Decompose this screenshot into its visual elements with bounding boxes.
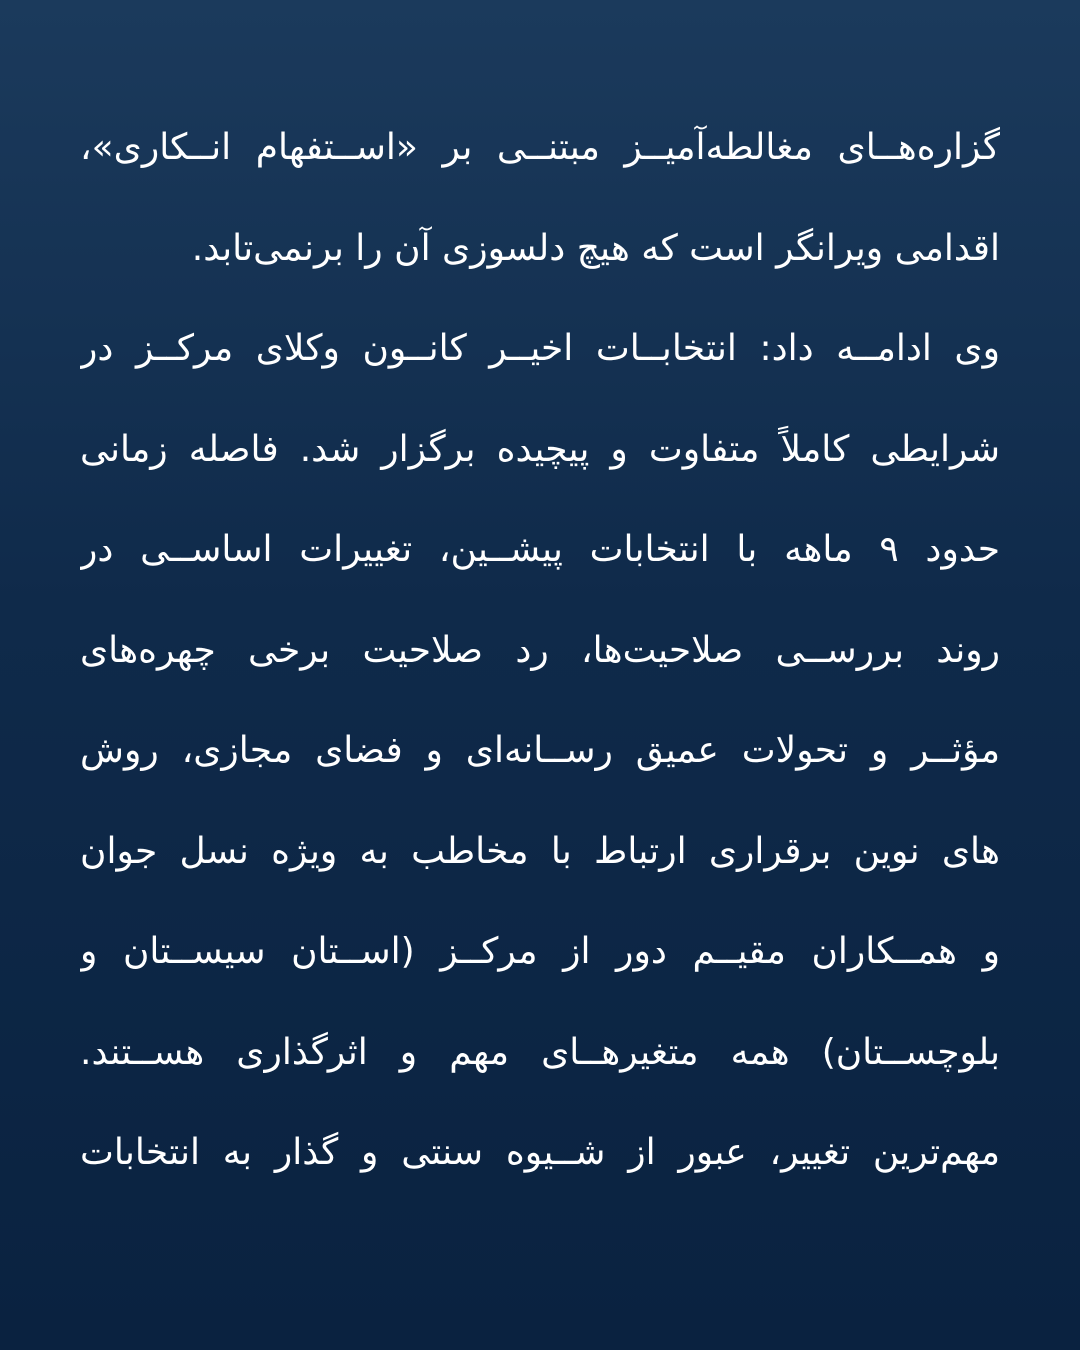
text-line: روند بررســی صلاحیت‌ها، رد صلاحیت برخی چهره‌های [80,629,1000,671]
text-line: های نوین برقراری ارتباط با مخاطب به ویژه نسل جوان [80,830,1000,872]
text-line: مؤثــر و تحولات عمیق رســانه‌ای و فضای مجازی، روش [80,730,1000,771]
text-line: حدود ۹ ماهه با انتخابات پیشــین، تغییرات اساســی در [80,529,1000,570]
text-line: وی ادامــه داد: انتخابــات اخیــر کانــون وکلای مرکــز در [80,328,1000,369]
text-line: بلوچســتان) همه متغیرهــای مهم و اثرگذاری هســتند. [80,1031,1000,1073]
text-line: گزاره‌هــای مغالطه‌آمیــز مبتنــی بر «اســتفهام انــکاری»، [80,127,1000,168]
article-text [80,98,1000,1204]
text-line: و همــکاران مقیــم دور از مرکــز (اســتان سیســتان و [80,931,1000,972]
text-line: شرایطی کاملاً متفاوت و پیچیده برگزار شد. فاصله زمانی [80,428,1000,470]
text-line: اقدامی ویرانگر است که هیچ دلسوزی آن را برنمی‌تابد. [191,227,1000,269]
text-line: مهم‌ترین تغییر، عبور از شــیوه سنتی و گذار به انتخابات [80,1132,1000,1173]
